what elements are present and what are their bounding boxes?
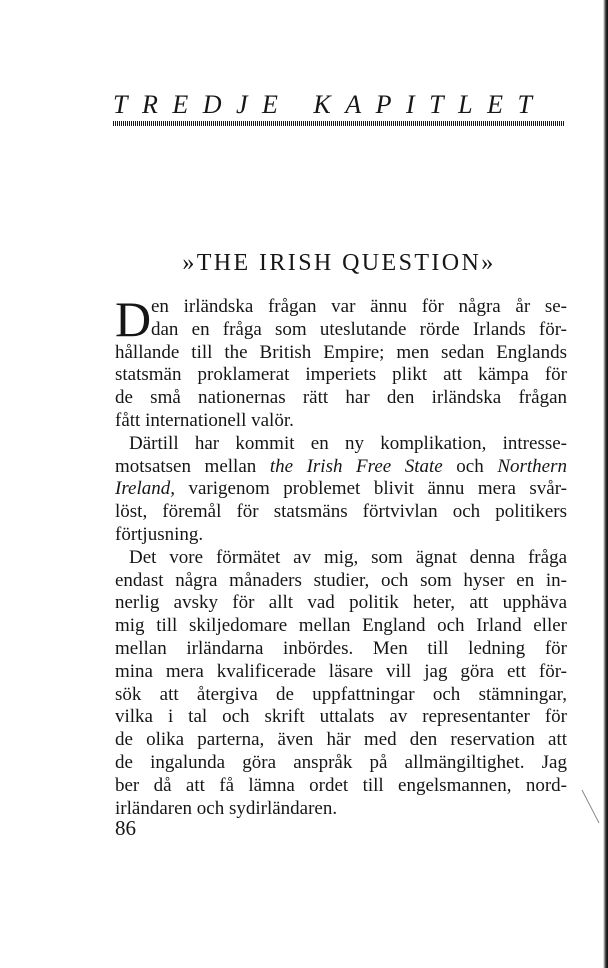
text-run: och: [442, 455, 498, 477]
text-line: ber då att få lämna ordet till engelsmannen, nord-: [115, 774, 567, 796]
chapter-heading: TREDJE KAPITLET: [113, 90, 547, 119]
text-line: fått internationell valör.: [115, 409, 294, 431]
body-text: [115, 291, 567, 820]
chapter-title: »THE IRISH QUESTION»: [182, 250, 496, 276]
text-line: statsmän proklamerat imperiets plikt att kämpa för: [115, 364, 567, 386]
text-line: Det vore förmätet av mig, som ägnat denna fråga: [129, 546, 567, 568]
text-run: varigenom problemet blivit ännu mera svår-: [174, 478, 567, 500]
text-line: de ingalunda göra anspråk på allmängiltighet. Jag: [115, 751, 567, 773]
text-line: förtjusning.: [115, 523, 204, 545]
text-line: löst, föremål för statsmäns förtvivlan och politikers: [115, 501, 567, 523]
text-line: mina mera kvalificerade läsare vill jag göra ett för-: [115, 660, 567, 682]
text-line: endast några månaders studier, och som hyser en in-: [115, 569, 567, 591]
scan-artifact-mark: [581, 789, 601, 825]
paragraph-1: [115, 291, 567, 433]
text-line: de små nationernas rätt har den irländska frågan: [115, 387, 567, 409]
text-line: Därtill har kommit en ny komplikation, intresse-: [129, 432, 567, 454]
text-line: hållande till the British Empire; men sedan Englands: [115, 341, 567, 363]
paragraph-3: [115, 547, 567, 821]
text-line: mig till skiljedomare mellan England och Irland eller: [115, 615, 567, 637]
text-line: en irländska frågan var ännu för några år se-: [151, 296, 567, 317]
text-run: motsatsen mellan: [115, 455, 270, 477]
text-line: dan en fråga som uteslutande rörde Irlands för-: [151, 318, 567, 340]
italic-text: the Irish Free State: [269, 455, 443, 477]
paragraph-2: [115, 433, 567, 547]
text-line: mellan irländarna inbördes. Men till ledning för: [115, 637, 567, 659]
text-line: [115, 478, 567, 501]
text-line: de olika parterna, även här med den reservation att: [115, 729, 567, 751]
text-line: [115, 456, 567, 479]
text-line: irländaren och sydirländaren.: [115, 797, 338, 819]
page-edge-shadow: [603, 0, 608, 968]
drop-cap: D: [115, 291, 152, 347]
decorative-rule: [113, 121, 565, 126]
text-line: nerlig avsky för allt vad politik heter, att upphäva: [115, 592, 567, 614]
italic-text: Ireland,: [115, 478, 175, 500]
italic-text: Northern: [497, 455, 567, 477]
page-number: 86: [115, 816, 136, 840]
text-line: sök att återgiva de uppfattningar och stämningar,: [115, 683, 567, 705]
text-line: vilka i tal och skrift uttalats av representanter för: [115, 706, 567, 728]
